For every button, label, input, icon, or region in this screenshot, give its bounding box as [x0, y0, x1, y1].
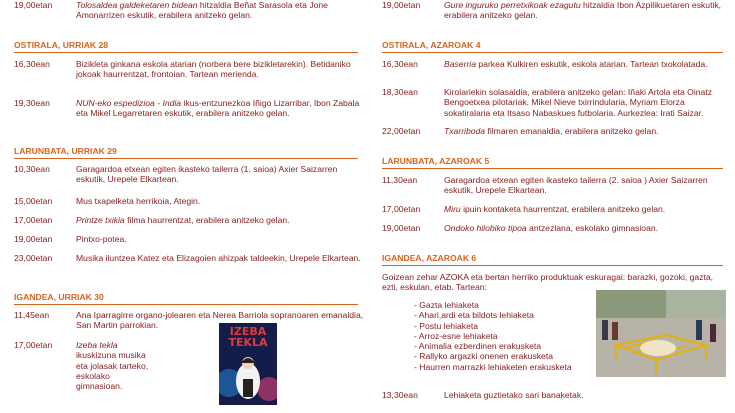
event-rest: ikus-entzunezkoa Iñigo Lizarribar, Ibon Zabala eta Mikel Legarretaren eskutik, erabilera anitzeko gelan.: [76, 98, 360, 119]
event-description: Lehiaketa guztietako sari banaketak.: [444, 390, 584, 400]
event-description: Garagardoa etxean egiten ikasteko tailerra (2. saioa ) Axier Saizarren eskutik, Urepele Elkartean.: [444, 175, 708, 196]
event-rest: antzezlana, eskolako gimnasioan.: [526, 223, 659, 233]
event-rest: parkea Kulkiren eskutik, eskola atarian. Tartean txokolatada.: [476, 59, 708, 69]
event-description: Musika iluntzea Katez eta Elizagoien ahizpak taldeekin, Urepele Elkartean.: [76, 253, 361, 263]
event-time: 23,00etan: [14, 253, 53, 263]
list-item: - Postu lehiaketa: [414, 320, 479, 331]
event-time: 15,00etan: [14, 196, 53, 206]
contest-list: [414, 300, 572, 372]
event-time: 13,30ean: [382, 390, 418, 400]
poster-title-line1: IZEBA: [229, 325, 267, 338]
event-description: [76, 340, 158, 391]
event-description: Kirolariekin solasaldia, erabilera anitzeko gelan: Iñaki Artola eta Oinatz Bengoetxea pilotariak, Mikel Nieve txirrindularia, Myriam Elorza sokatiralaria eta Itsaso Nabaskues futbolaria. Aurkezlea: Irati Saizar.: [444, 87, 712, 118]
event-description: Garagardoa etxean egiten ikasteko tailerra (1. saioa) Axier Saizarren eskutik, Urepele Elkartean.: [76, 164, 338, 185]
header-rule: [14, 304, 358, 305]
event-rest: filma haurrentzat, erabilera anitzeko gelan.: [124, 215, 290, 225]
event-title: Ondoko hilobiko tipoa: [444, 223, 527, 233]
event-title: Baserria: [444, 59, 476, 69]
event-description: [444, 0, 727, 21]
event-time: 19,00etan: [382, 223, 421, 233]
list-item: - Gazta lehiaketa: [414, 300, 479, 310]
list-item: - Haurren marrazki lehiaketen erakusketa: [414, 361, 572, 372]
event-time: 11,30ean: [382, 175, 418, 185]
event-time: 11,45ean: [14, 310, 50, 320]
list-item: - Animalia ezberdinen erakusketa: [414, 341, 542, 352]
poster-title-line2: TEKLA: [228, 336, 268, 349]
header-rule: [14, 52, 358, 53]
event-time: 10,30ean: [14, 164, 50, 174]
list-item: - Ahari,ardi eta bildots lehiaketa: [414, 310, 534, 321]
event-description: [76, 215, 364, 225]
event-rest: hitzaldia Ibon Azpilikuetaren eskutik, erabilera anitzeko gelan.: [444, 0, 722, 21]
market-photo-illustration: [596, 290, 726, 377]
header-rule: [382, 265, 723, 266]
event-time: 19,00etan: [14, 0, 53, 10]
event-rest: hitzaldia Beñat Sarasola eta Jone Amonarrizen eskutik, erabilera anitzeko gelan.: [76, 0, 328, 21]
event-title: Txarriboda: [444, 126, 486, 136]
event-title: Izeba tekla: [76, 340, 118, 350]
day-header: OSTIRALA, URRIAK 28: [14, 40, 109, 50]
event-title: Printze txikia: [76, 215, 125, 225]
market-photo: [596, 290, 726, 377]
day-header: IGANDEA, URRIAK 30: [14, 292, 104, 302]
event-description: [444, 223, 727, 233]
event-time: 16,30ean: [14, 59, 50, 69]
event-rest: ipuin kontaketa haurrentzat, erabilera anitzeko gelan.: [460, 204, 666, 214]
event-rest: ikuskizuna musika eta jolasak tarteko, eskolako gimnasioan.: [76, 350, 149, 392]
event-time: 19,00etan: [14, 234, 53, 244]
event-description: [444, 204, 727, 214]
event-time: 16,30ean: [382, 59, 418, 69]
day-header: LARUNBATA, AZAROAK 5: [382, 156, 490, 166]
event-description: [76, 0, 364, 21]
event-description: [444, 59, 727, 69]
day-header: OSTIRALA, AZAROAK 4: [382, 40, 481, 50]
event-title: Gure inguruko perretxikoak ezagutu: [444, 0, 581, 10]
event-time: 22,00etan: [382, 126, 421, 136]
event-description: [444, 126, 727, 136]
event-time: 17,00etan: [382, 204, 421, 214]
event-time: 17,00etan: [14, 340, 53, 350]
event-description: Pintxo-potea.: [76, 234, 127, 244]
market-intro: Goizean zehar AZOKA eta bertan herriko produktuak eskuragai: barazki, gozoki, gazta, ezti, eskulan, etab. Tartean:: [382, 272, 714, 293]
header-rule: [382, 168, 723, 169]
event-description: Mus txapelketa herrikoia, Ategin.: [76, 196, 201, 206]
day-header: LARUNBATA, URRIAK 29: [14, 146, 117, 156]
event-title: NUN-eko espedizioa - India: [76, 98, 182, 108]
event-description: Bizikleta ginkana eskola atarian (norbera bere bizikletarekin). Betidaniko jokoak haurrentzat, frontoian. Tartean merienda.: [76, 59, 351, 80]
day-header: IGANDEA, AZAROAK 6: [382, 253, 477, 263]
event-title: Tolosaldea galdeketaren bidean: [76, 0, 198, 10]
event-time: 19,30ean: [14, 98, 50, 108]
list-item: - Arroz-esne lehiaketa: [414, 330, 498, 341]
header-rule: [382, 52, 723, 53]
izeba-tekla-poster: [219, 323, 277, 405]
event-title: Miru: [444, 204, 461, 214]
header-rule: [14, 158, 358, 159]
event-rest: filmaren emanaldia, erabilera anitzeko gelan.: [485, 126, 659, 136]
event-time: 18,30ean: [382, 87, 418, 97]
event-description: [76, 98, 364, 119]
event-time: 19,00etan: [382, 0, 421, 10]
event-description: Ana Iparragirre organo-jolearen eta Nerea Barriola sopranoaren emanaldia, San Martin parrokian.: [76, 310, 364, 331]
list-item: - Rallyko argazki onenen erakusketa: [414, 351, 554, 362]
event-time: 17,00etan: [14, 215, 53, 225]
